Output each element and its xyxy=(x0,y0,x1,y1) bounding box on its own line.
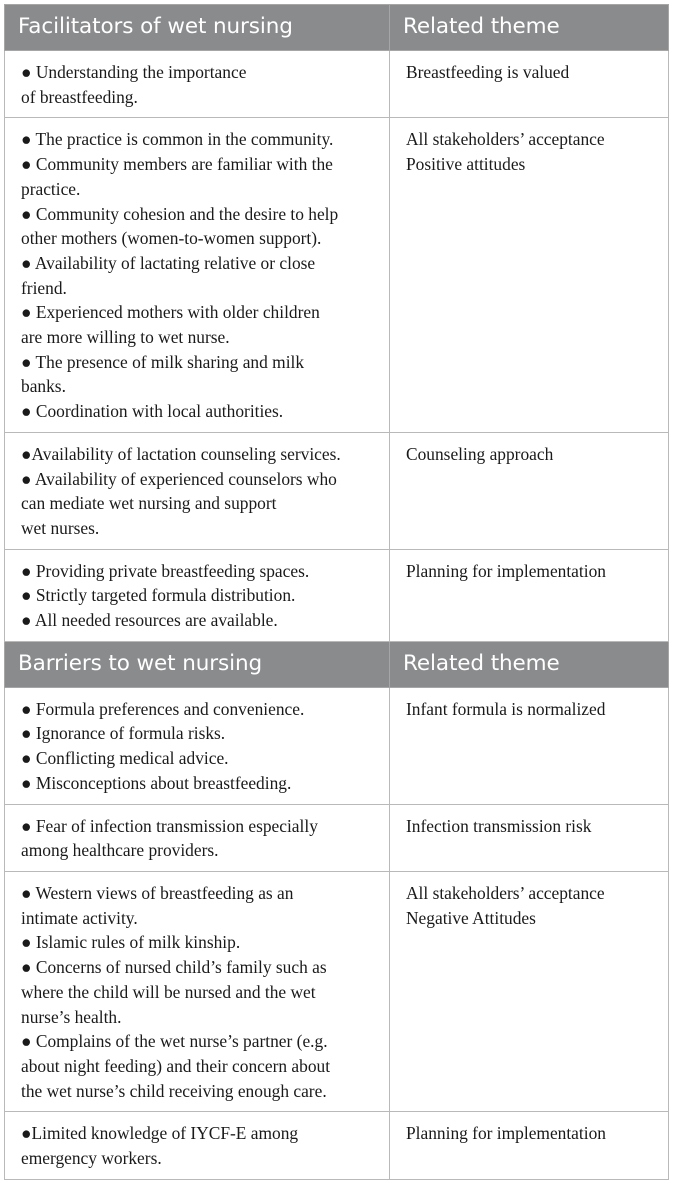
factor-text-line: banks. xyxy=(21,376,66,397)
section-title: Barriers to wet nursing xyxy=(5,641,390,687)
factor-text-line: practice. xyxy=(21,178,81,199)
theme-cell xyxy=(390,432,669,549)
section-header-row xyxy=(5,5,669,51)
factor-text-line: ● The practice is common in the community. xyxy=(21,129,334,150)
theme-text-line: Counseling approach xyxy=(406,443,554,464)
factor-text-line: ● Availability of experienced counselors who xyxy=(21,468,337,489)
factors-cell xyxy=(5,871,390,1111)
related-theme-header: Related theme xyxy=(390,5,669,51)
theme-cell xyxy=(390,804,669,871)
theme-text-line: Negative Attitudes xyxy=(406,907,536,928)
factor-text-line: ● Concerns of nursed child’s family such as xyxy=(21,957,327,978)
factor-text-line: ● Ignorance of formula risks. xyxy=(21,723,226,744)
factor-text-line: ● Experienced mothers with older children xyxy=(21,302,320,323)
table-row xyxy=(5,51,669,118)
theme-text-line: All stakeholders’ acceptance xyxy=(406,882,605,903)
factors-cell xyxy=(5,804,390,871)
table-body xyxy=(5,5,669,1180)
theme-cell xyxy=(390,118,669,432)
table-row xyxy=(5,871,669,1111)
factor-text-line: emergency workers. xyxy=(21,1148,162,1169)
factor-text-line: can mediate wet nursing and support xyxy=(21,493,277,514)
theme-cell xyxy=(390,1112,669,1179)
factor-text-line: ● Western views of breastfeeding as an xyxy=(21,882,294,903)
factor-text-line: ● Availability of lactating relative or close xyxy=(21,252,316,273)
theme-cell xyxy=(390,687,669,804)
factor-text-line: other mothers (women-to-women support). xyxy=(21,228,322,249)
factor-text-line: among healthcare providers. xyxy=(21,840,219,861)
related-theme-header: Related theme xyxy=(390,641,669,687)
factor-text-line: ●Limited knowledge of IYCF-E among xyxy=(21,1123,299,1144)
factor-text-line: ● Community cohesion and the desire to help xyxy=(21,203,339,224)
factor-text-line: are more willing to wet nurse. xyxy=(21,327,230,348)
factors-cell xyxy=(5,51,390,118)
factor-text-line: ● Providing private breastfeeding spaces. xyxy=(21,560,310,581)
factor-text-line: ● The presence of milk sharing and milk xyxy=(21,351,305,372)
table-row xyxy=(5,118,669,432)
factor-text-line: the wet nurse’s child receiving enough care. xyxy=(21,1080,327,1101)
factor-text-line: where the child will be nursed and the wet xyxy=(21,981,316,1002)
factor-text-line: ●Availability of lactation counseling services. xyxy=(21,443,341,464)
factor-text-line: wet nurses. xyxy=(21,517,100,538)
factor-text-line: nurse’s health. xyxy=(21,1006,122,1027)
factor-text-line: friend. xyxy=(21,277,67,298)
theme-text-line: Positive attitudes xyxy=(406,154,526,175)
factors-cell xyxy=(5,687,390,804)
factor-text-line: ● All needed resources are available. xyxy=(21,610,278,631)
theme-text-line: Planning for implementation xyxy=(406,1123,606,1144)
table-row xyxy=(5,804,669,871)
factor-text-line: ● Misconceptions about breastfeeding. xyxy=(21,772,292,793)
factor-text-line: ● Islamic rules of milk kinship. xyxy=(21,932,241,953)
factors-cell xyxy=(5,549,390,641)
factor-text-line: ● Coordination with local authorities. xyxy=(21,401,284,422)
factor-text-line: ● Community members are familiar with the xyxy=(21,154,333,175)
theme-text-line: Infection transmission risk xyxy=(406,815,592,836)
table-row xyxy=(5,1112,669,1179)
factors-cell xyxy=(5,1112,390,1179)
section-title: Facilitators of wet nursing xyxy=(5,5,390,51)
factor-text-line: ● Conflicting medical advice. xyxy=(21,748,229,769)
theme-cell xyxy=(390,871,669,1111)
table-row xyxy=(5,549,669,641)
factor-text-line: about night feeding) and their concern about xyxy=(21,1055,331,1076)
theme-cell xyxy=(390,51,669,118)
theme-text-line: Breastfeeding is valued xyxy=(406,62,570,82)
factor-text-line: ● Strictly targeted formula distribution. xyxy=(21,585,296,606)
theme-text-line: Infant formula is normalized xyxy=(406,698,606,719)
factor-text-line: ● Fear of infection transmission especially xyxy=(21,815,318,836)
section-header-row xyxy=(5,641,669,687)
factor-text-line: ● Complains of the wet nurse’s partner (e.g. xyxy=(21,1031,328,1052)
table-row xyxy=(5,687,669,804)
factor-text-line: ● Formula preferences and convenience. xyxy=(21,698,305,719)
factors-cell xyxy=(5,118,390,432)
theme-text-line: All stakeholders’ acceptance xyxy=(406,129,605,150)
table-row xyxy=(5,432,669,549)
factor-text-line: intimate activity. xyxy=(21,907,138,928)
theme-text-line: Planning for implementation xyxy=(406,560,606,581)
factor-text-line: of breastfeeding. xyxy=(21,86,138,107)
wet-nursing-table xyxy=(4,4,669,1180)
factor-text-line: ● Understanding the importance xyxy=(21,62,247,82)
theme-cell xyxy=(390,549,669,641)
factors-cell xyxy=(5,432,390,549)
